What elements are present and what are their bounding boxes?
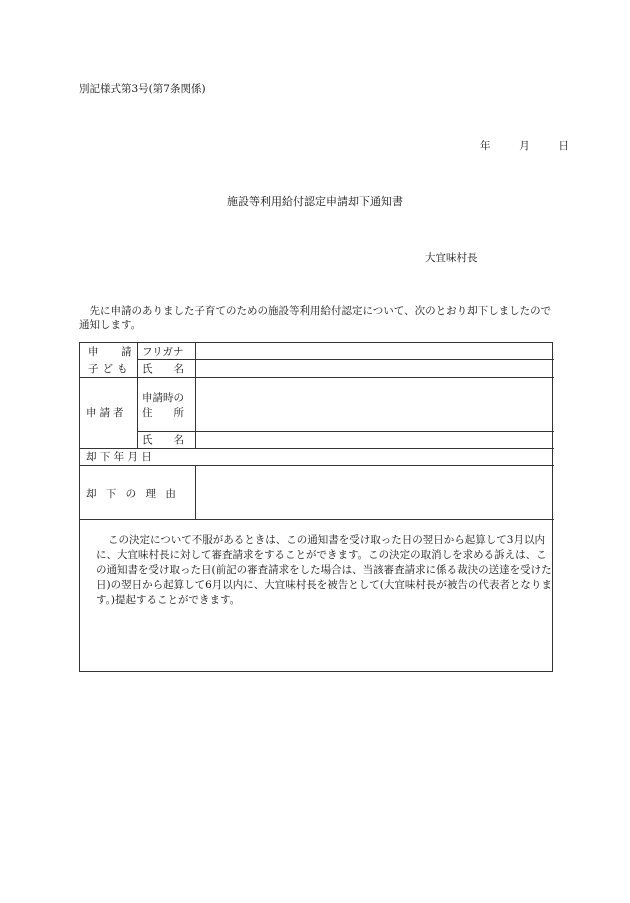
date-month: 月 xyxy=(519,140,530,152)
document-title: 施設等利用給付認定申請却下通知書 xyxy=(227,195,403,208)
address-label-line1: 申請時の xyxy=(142,392,184,404)
row-divider xyxy=(137,431,554,432)
appeal-notice-text: この決定について不服があるときは、この通知書を受け取った日の翌日から起算して3月以内に、大宜味村長に対して審査請求をすることができます。この決定の取消しを求める訴えは、この通知書を受け取った日(前記の審査請求をした場合は、当該審査請求に係る裁決の送達を受けた日)の翌日から起算して6月以内に、大宜味村長を被告として(大宜味村長が被告の代表者となります。)提起することができます。 xyxy=(96,534,552,606)
issuer-name: 大宜味村長 xyxy=(425,252,478,264)
furigana-label: フリガナ xyxy=(142,346,184,358)
date-year: 年 xyxy=(480,140,491,152)
row-divider xyxy=(80,465,554,466)
appeal-notice xyxy=(96,533,552,608)
intro-text: 先に申請のありました子育てのための施設等利用給付認定について、次のとおり却下しましたので通知します。 xyxy=(79,305,552,331)
child-label-line1: 申 請 xyxy=(88,346,138,358)
form-table xyxy=(79,342,553,672)
child-label-line2: 子ども xyxy=(88,363,132,375)
applicant-name-label: 氏 名 xyxy=(142,434,184,446)
rejection-date-label: 却 下 年 月 日 xyxy=(86,451,152,463)
row-divider xyxy=(80,377,554,378)
row-divider xyxy=(80,519,554,520)
applicant-label: 申請者 xyxy=(86,407,127,419)
form-number: 別記様式第3号(第7条関係) xyxy=(79,83,206,95)
column-divider xyxy=(195,343,196,448)
child-name-label: 氏 名 xyxy=(142,363,184,375)
date-line xyxy=(480,138,569,153)
address-label-line2: 住 所 xyxy=(142,407,184,419)
date-day: 日 xyxy=(558,140,569,152)
row-divider xyxy=(137,359,554,360)
rejection-reason-label: 却 下 の 理 由 xyxy=(86,488,179,500)
column-divider xyxy=(195,465,196,519)
